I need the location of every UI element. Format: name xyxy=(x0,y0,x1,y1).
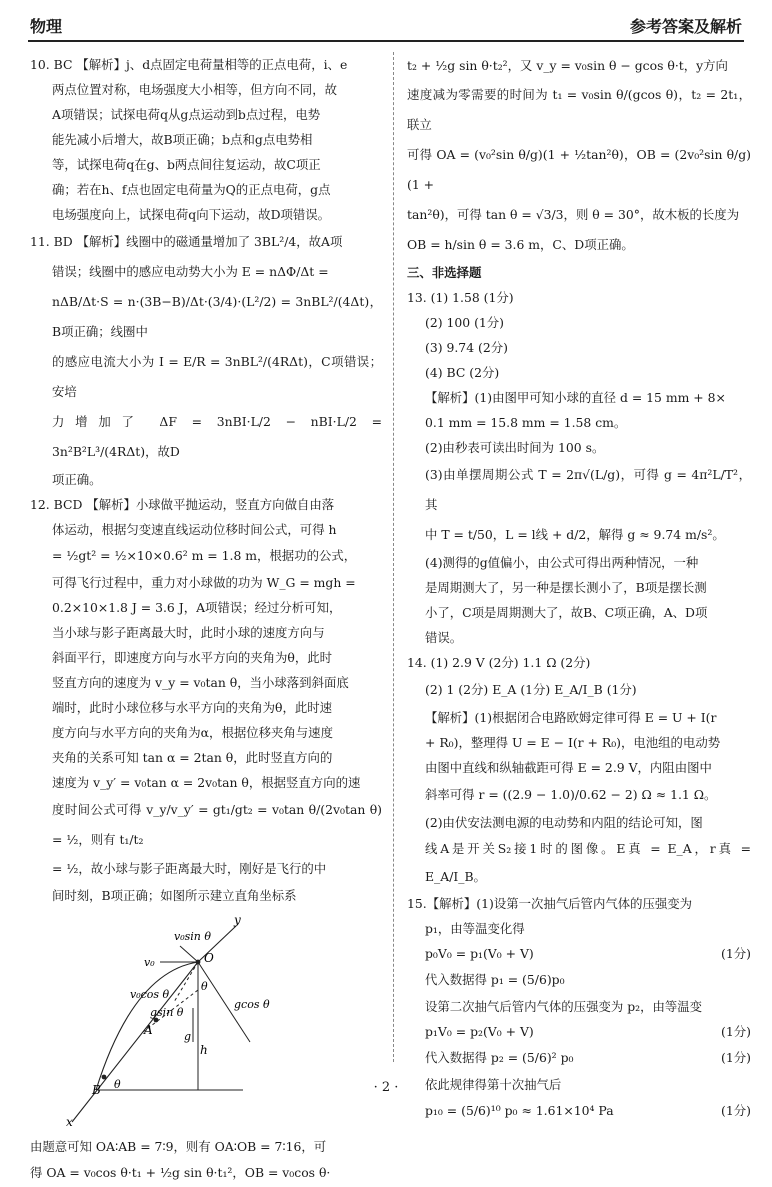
equation: p₁₀ = (5/6)¹⁰ p₀ ≈ 1.61×10⁴ Pa xyxy=(425,1103,614,1118)
text-line: 当小球与影子距离最大时，此时小球的速度方向与 xyxy=(52,625,325,640)
text-line: A项错误；试探电荷q从g点运动到b点过程，电势 xyxy=(52,107,321,122)
page-number: · 2 · xyxy=(373,1080,399,1095)
equation: 代入数据得 p₂ = (5/6)² p₀ xyxy=(425,1050,574,1065)
text-line: 可得 OA = (v₀²sin θ/g)(1 + ½tan²θ)，OB = (2v₀²sin θ/g)(1 + xyxy=(407,147,751,192)
analysis-line: + R₀)，整理得 U = E − I(r + R₀)，电池组的电动势 xyxy=(425,735,721,750)
answer-line: (2) 1 (2分) E_A (1分) E_A/I_B (1分) xyxy=(425,682,637,697)
equation: p₀V₀ = p₁(V₀ + V) xyxy=(425,946,534,961)
text-line: 电场强度向上，试探电荷q向下运动，故D项错误。 xyxy=(52,207,331,222)
text-line: 等，试探电荷q在g、b两点间往复运动，故C项正 xyxy=(52,157,321,172)
label-v0cos: v₀cos θ xyxy=(130,988,170,1001)
label-a: A xyxy=(144,1023,153,1037)
text-line: 速度减为零需要的时间为 t₁ = v₀sin θ/(gcos θ)，t₂ = 2t₁，联立 xyxy=(407,87,751,132)
answer-line: (3) 9.74 (2分) xyxy=(425,340,508,355)
label-v0: v₀ xyxy=(144,956,155,969)
coordinate-diagram xyxy=(38,912,338,1132)
answer-line: (2) 100 (1分) xyxy=(425,315,505,330)
analysis-line: 中 T = t/50，L = l线 + d/2，解得 g ≈ 9.74 m/s²。 xyxy=(425,527,725,542)
answer-line: 14. (1) 2.9 V (2分) 1.1 Ω (2分) xyxy=(407,655,591,670)
text-line: 错误；线圈中的感应电动势大小为 E = nΔΦ/Δt = xyxy=(52,264,329,279)
answer-line: p₁，由等温变化得 xyxy=(425,921,525,936)
text-line: t₂ + ½g sin θ·t₂²，又 v_y = v₀sin θ − gcos θ·t，y方向 xyxy=(407,58,728,73)
analysis-line: 0.1 mm = 15.8 mm = 1.58 cm。 xyxy=(425,415,627,430)
equation: 代入数据得 p₁ = (5/6)p₀ xyxy=(425,972,565,987)
equation-row xyxy=(407,1097,751,1125)
text-line: 12. BCD 【解析】小球做平抛运动，竖直方向做自由落 xyxy=(30,497,335,512)
text-line: 10. BC 【解析】j、d点固定电荷量相等的正点电荷，i、e xyxy=(30,57,348,72)
answer-line: 设第二次抽气后管内气体的压强变为 p₂，由等温变 xyxy=(425,999,703,1014)
x-axis xyxy=(72,962,198,1122)
equation-row xyxy=(407,1044,751,1072)
analysis-line: 由图中直线和纵轴截距可得 E = 2.9 V，内阻由图中 xyxy=(425,760,712,775)
text-line: 得 OA = v₀cos θ·t₁ + ½g sin θ·t₁²，OB = v₀cos θ· xyxy=(30,1165,331,1180)
analysis-line: (3)由单摆周期公式 T = 2π√(L/g)，可得 g = 4π²L/T²，其 xyxy=(425,467,751,512)
text-line: 端时，此时小球位移与水平方向的夹角为θ，此时速 xyxy=(52,700,333,715)
text-line: 间时刻，B项正确；如图所示建立直角坐标系 xyxy=(52,888,297,903)
point-b xyxy=(102,1075,107,1080)
text-line: OB = h/sin θ = 3.6 m，C、D项正确。 xyxy=(407,237,634,252)
equation: p₁V₀ = p₂(V₀ + V) xyxy=(425,1024,534,1039)
label-y: y xyxy=(234,913,241,927)
point-o xyxy=(196,960,201,965)
equation-row xyxy=(407,941,751,966)
left-column xyxy=(30,52,382,1187)
text-line: 度时间公式可得 v_y/v_y′ = gt₁/gt₂ = v₀tan θ/(2v₀tan θ) = ½，则有 t₁/t₂ xyxy=(52,802,382,847)
subject-title: 物理 xyxy=(30,17,63,36)
equation-row xyxy=(407,966,751,994)
answer-line: 依此规律得第十次抽气后 xyxy=(425,1077,562,1092)
section-title: 参考答案及解析 xyxy=(629,17,742,36)
text-line: 力增加了 ΔF = 3nBI·L/2 − nBI·L/2 = 3n²B²L³/(4RΔt)，故D xyxy=(52,414,382,459)
label-theta-base: θ xyxy=(114,1078,121,1091)
text-line: 项正确。 xyxy=(52,472,102,487)
text-line: tan²θ)，可得 tan θ = √3/3，则 θ = 30°，故木板的长度为 xyxy=(407,207,740,222)
analysis-line: 【解析】(1)由图甲可知小球的直径 d = 15 mm + 8× xyxy=(425,390,726,405)
analysis-line: 错误。 xyxy=(425,630,463,645)
text-line: 的感应电流大小为 I = E/R = 3nBL²/(4RΔt)，C项错误；安培 xyxy=(52,354,382,399)
answer-line: 15.【解析】(1)设第一次抽气后管内气体的压强变为 xyxy=(407,896,693,911)
text-line: 速度为 v_y′ = v₀tan α = 2v₀tan θ，根据竖直方向的速 xyxy=(52,775,361,790)
text-line: 由题意可知 OA∶AB = 7∶9，则有 OA∶OB = 7∶16，可 xyxy=(30,1139,327,1154)
score: (1分) xyxy=(721,946,751,961)
analysis-line: (2)由伏安法测电源的电动势和内阻的结论可知，图 xyxy=(425,815,703,830)
score: (1分) xyxy=(721,1024,751,1039)
label-x: x xyxy=(66,1115,73,1129)
analysis-line: (4)测得的g值偏小，由公式可得出两种情况，一种 xyxy=(425,555,699,570)
text-line: 竖直方向的速度为 v_y = v₀tan θ，当小球落到斜面底 xyxy=(52,675,349,690)
text-line: 夹角的关系可知 tan α = 2tan θ，此时竖直方向的 xyxy=(52,750,333,765)
label-gcos: gcos θ xyxy=(234,998,270,1011)
label-theta: θ xyxy=(201,980,208,993)
text-line: = ½，故小球与影子距离最大时，刚好是飞行的中 xyxy=(52,861,327,876)
analysis-line: 小了，C项是周期测大了，故B、C项正确，A、D项 xyxy=(425,605,708,620)
text-line: 11. BD 【解析】线圈中的磁通量增加了 3BL²/4，故A项 xyxy=(30,234,343,249)
label-h: h xyxy=(200,1043,208,1057)
label-o: O xyxy=(204,951,214,965)
text-line: 两点位置对称，电场强度大小相等，但方向不同，故 xyxy=(52,82,337,97)
analysis-line: (2)由秒表可读出时间为 100 s。 xyxy=(425,440,605,455)
analysis-line: 是周期测大了，另一种是摆长测小了，B项是摆长测 xyxy=(425,580,707,595)
answer-line: 13. (1) 1.58 (1分) xyxy=(407,290,514,305)
label-g: g xyxy=(184,1030,192,1043)
text-line: 确；若在h、f点也固定电荷量为Q的正点电荷，g点 xyxy=(52,182,331,197)
answer-line: (4) BC (2分) xyxy=(425,365,500,380)
text-line: nΔB/Δt·S = n·(3B−B)/Δt·(3/4)·(L²/2) = 3nBL²/(4Δt)，B项正确；线圈中 xyxy=(52,294,382,339)
section-heading: 三、非选择题 xyxy=(407,265,482,280)
text-line: 可得飞行过程中，重力对小球做的功为 W_G = mgh = xyxy=(52,575,356,590)
analysis-line: 线A是开关S₂接1时的图像。E真 = E_A，r真 = E_A/I_B。 xyxy=(425,841,751,884)
text-line: 度方向与水平方向的夹角为α，根据位移夹角与速度 xyxy=(52,725,333,740)
score: (1分) xyxy=(721,1103,751,1118)
text-line: 体运动，根据匀变速直线运动位移时间公式，可得 h xyxy=(52,522,337,537)
page-header xyxy=(28,10,744,42)
text-line: = ½gt² = ½×10×0.6² m = 1.8 m，根据功的公式， xyxy=(52,548,357,563)
label-gsin: gsin θ xyxy=(150,1006,184,1019)
analysis-line: 斜率可得 r = ((2.9 − 1.0)/0.62 − 2) Ω ≈ 1.1 Ω。 xyxy=(425,787,717,802)
column-divider xyxy=(393,52,394,1062)
text-line: 斜面平行，即速度方向与水平方向的夹角为θ，此时 xyxy=(52,650,333,665)
label-v0sin: v₀sin θ xyxy=(174,930,211,943)
right-column xyxy=(407,52,751,1125)
analysis-line: 【解析】(1)根据闭合电路欧姆定律可得 E = U + I(r xyxy=(425,710,717,725)
text-line: 0.2×10×1.8 J = 3.6 J，A项错误；经过分析可知， xyxy=(52,600,342,615)
label-b: B xyxy=(92,1083,101,1097)
text-line: 能先减小后增大，故B项正确；b点和g点电势相 xyxy=(52,132,313,147)
equation-row xyxy=(407,1019,751,1044)
score: (1分) xyxy=(721,1050,751,1065)
v0sin-vector xyxy=(180,946,198,962)
